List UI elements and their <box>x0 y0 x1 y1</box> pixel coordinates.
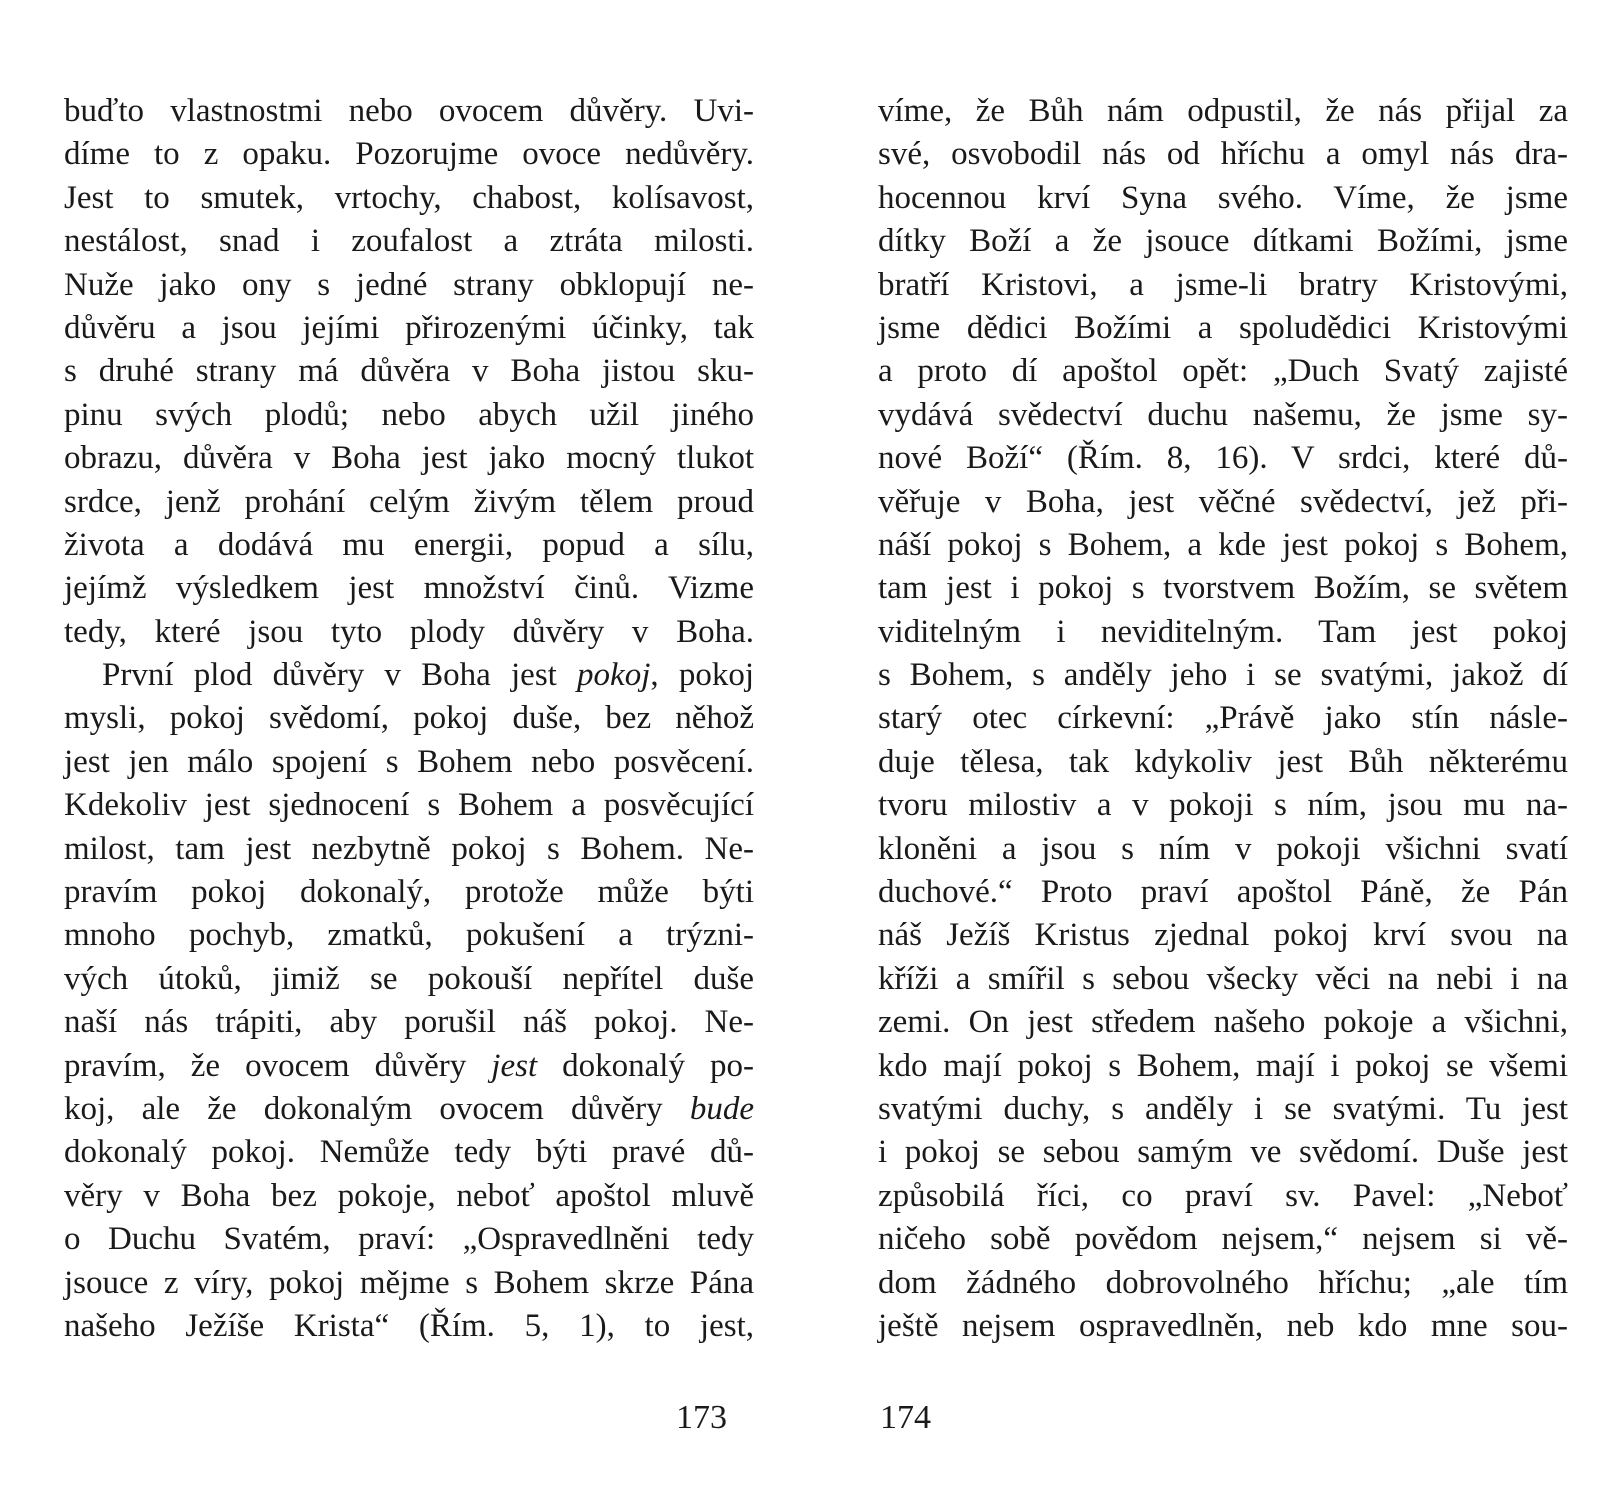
text-line: dom žádného dobrovolného hříchu; „ale tím <box>878 1264 1568 1301</box>
text-line: našeho Ježíše Krista“ (Řím. 5, 1), to jest, <box>64 1307 754 1344</box>
text-line: mysli, pokoj svědomí, pokoj duše, bez něhož <box>64 700 754 737</box>
text-line: viditelným i neviditelným. Tam jest pokoj <box>878 613 1568 650</box>
emphasis: jest <box>491 1047 538 1084</box>
text-line: a proto dí apoštol opět: „Duch Svatý zajisté <box>878 353 1568 390</box>
text-line: jsme dědici Božími a spoludědici Kristovými <box>878 309 1568 346</box>
text-line: dítky Boží a že jsouce dítkami Božími, jsme <box>878 223 1568 260</box>
text-line: tvoru milostiv a v pokoji s ním, jsou mu na- <box>878 787 1568 824</box>
text-line: zemi. On jest středem našeho pokoje a všichni, <box>878 1004 1568 1041</box>
text-line: Kdekoliv jest sjednocení s Bohem a posvěcující <box>64 787 754 824</box>
text-line: náš Ježíš Kristus zjednal pokoj krví svou na <box>878 917 1568 954</box>
text-line: tedy, které jsou tyto plody důvěry v Boha. <box>64 613 754 650</box>
text-line: naší nás trápiti, aby porušil náš pokoj. Ne- <box>64 1004 754 1041</box>
text-line: ještě nejsem ospravedlněn, neb kdo mne sou- <box>878 1307 1568 1344</box>
text-line: kloněni a jsou s ním v pokoji všichni svatí <box>878 830 1568 867</box>
emphasis: bude <box>689 1090 754 1127</box>
text-line: bratří Kristovi, a jsme-li bratry Kristovými, <box>878 266 1568 303</box>
right-page <box>878 90 1568 1348</box>
text-line: svatými duchy, s anděly i se svatými. Tu jest <box>878 1090 1568 1127</box>
text-line: pravím, že ovocem důvěry jest dokonalý po- <box>64 1047 754 1084</box>
text-line: pinu svých plodů; nebo abych užil jiného <box>64 396 754 433</box>
text-line: nestálost, snad i zoufalost a ztráta milosti. <box>64 223 754 260</box>
text-line: jejímž výsledkem jest množství činů. Vizme <box>64 570 754 607</box>
text-line: s Bohem, s anděly jeho i se svatými, jakož dí <box>878 657 1568 694</box>
text-line: milost, tam jest nezbytně pokoj s Bohem. Ne- <box>64 830 754 867</box>
text-line: dokonalý pokoj. Nemůže tedy býti pravé dů- <box>64 1134 754 1171</box>
text-line: kdo mají pokoj s Bohem, mají i pokoj se všemi <box>878 1047 1568 1084</box>
text-line: obrazu, důvěra v Boha jest jako mocný tlukot <box>64 440 754 477</box>
left-page-number: 173 <box>676 1399 727 1436</box>
text-line: věřuje v Boha, jest věčné svědectví, jež při- <box>878 483 1568 520</box>
text-line: tam jest i pokoj s tvorstvem Božím, se světem <box>878 570 1568 607</box>
text-line: díme to z opaku. Pozorujme ovoce nedůvěry. <box>64 136 754 173</box>
text-line: života a dodává mu energii, popud a sílu, <box>64 526 754 563</box>
text-line: pravím pokoj dokonalý, protože může býti <box>64 874 754 911</box>
text-line: vých útoků, jimiž se pokouší nepřítel duše <box>64 960 754 997</box>
text-line: nové Boží“ (Řím. 8, 16). V srdci, které dů- <box>878 440 1568 477</box>
text-line: náší pokoj s Bohem, a kde jest pokoj s Bohem, <box>878 526 1568 563</box>
text-line: Jest to smutek, vrtochy, chabost, kolísavost, <box>64 179 754 216</box>
emphasis: pokoj <box>577 657 651 694</box>
right-page-number: 174 <box>880 1399 931 1436</box>
text-line: buďto vlastnostmi nebo ovocem důvěry. Uvi- <box>64 93 754 129</box>
text-line: srdce, jenž prohání celým živým tělem proud <box>64 483 754 520</box>
text-line: víme, že Bůh nám odpustil, že nás přijal za <box>878 93 1568 129</box>
text-line: své, osvobodil nás od hříchu a omyl nás dra- <box>878 136 1568 173</box>
text-line: jest jen málo spojení s Bohem nebo posvěcení. <box>64 743 754 780</box>
text-line: První plod důvěry v Boha jest pokoj, pokoj <box>102 657 754 694</box>
text-line: starý otec církevní: „Právě jako stín násle- <box>878 700 1568 737</box>
text-line: kříži a smířil s sebou všecky věci na nebi i na <box>878 960 1568 997</box>
text-line: mnoho pochyb, zmatků, pokušení a trýzni- <box>64 917 754 954</box>
text-line: jsouce z víry, pokoj mějme s Bohem skrze Pána <box>64 1264 754 1301</box>
right-page-text <box>878 90 1568 1348</box>
text-line: i pokoj se sebou samým ve svědomí. Duše jest <box>878 1134 1568 1171</box>
text-line: Nuže jako ony s jedné strany obklopují ne- <box>64 266 754 303</box>
text-line: s druhé strany má důvěra v Boha jistou sku- <box>64 353 754 390</box>
text-line: duje tělesa, tak kdykoliv jest Bůh některému <box>878 743 1568 780</box>
text-line: způsobilá říci, co praví sv. Pavel: „Neboť <box>878 1177 1568 1214</box>
left-page-text <box>64 90 754 1348</box>
text-line: koj, ale že dokonalým ovocem důvěry bude <box>64 1090 754 1127</box>
left-page <box>64 90 754 1348</box>
text-line: duchové.“ Proto praví apoštol Páně, že Pán <box>878 874 1568 911</box>
text-line: věry v Boha bez pokoje, neboť apoštol mluvě <box>64 1177 754 1214</box>
text-line: ničeho sobě povědom nejsem,“ nejsem si vě- <box>878 1221 1568 1258</box>
text-line: vydává svědectví duchu našemu, že jsme sy- <box>878 396 1568 433</box>
text-line: o Duchu Svatém, praví: „Ospravedlněni tedy <box>64 1221 754 1258</box>
text-line: hocennou krví Syna svého. Víme, že jsme <box>878 179 1568 216</box>
text-line: důvěru a jsou jejími přirozenými účinky, tak <box>64 309 754 346</box>
